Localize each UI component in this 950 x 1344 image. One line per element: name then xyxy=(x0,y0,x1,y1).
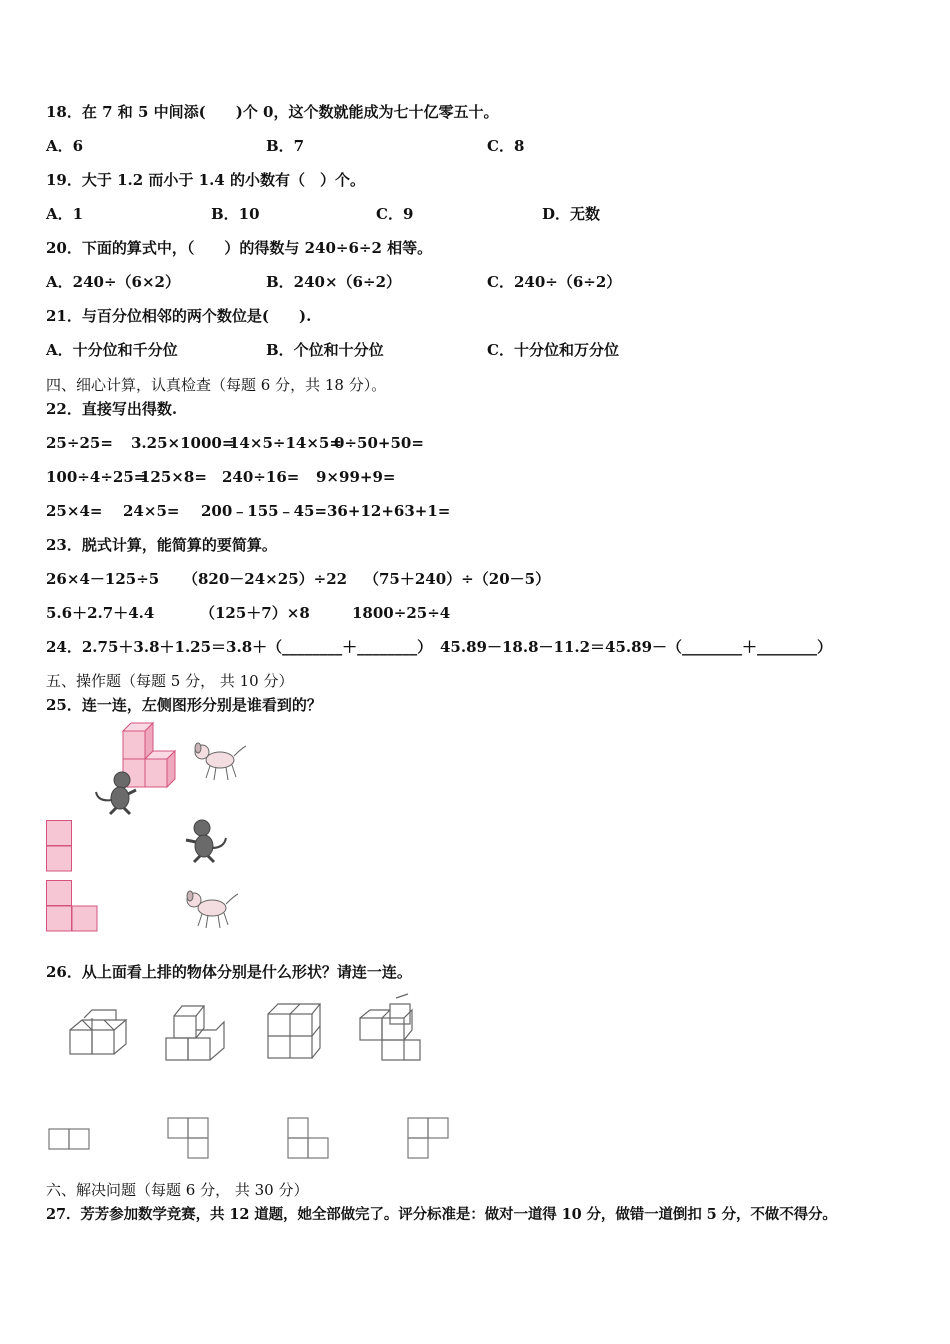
cube-object-3 xyxy=(264,1002,322,1060)
cube-object-4 xyxy=(356,994,424,1062)
side-view-two-squares xyxy=(46,820,73,873)
question-24-part1[interactable]: 24．2.75＋3.8＋1.25＝3.8＋（________＋________） xyxy=(46,638,433,656)
question-25-stem: 25．连一连，左侧图形分别是谁看到的？ xyxy=(46,696,322,714)
question-21-stem: 21．与百分位相邻的两个数位是( ). xyxy=(46,307,312,325)
section-6-heading: 六、解决问题（每题 6 分， 共 30 分） xyxy=(46,1181,309,1199)
top-view-shape-2 xyxy=(167,1117,211,1161)
dog-icon xyxy=(182,886,240,930)
question-18-stem: 18．在 7 和 5 中间添( )个 0，这个数就能成为七十亿零五十。 xyxy=(46,103,499,121)
side-view-l-shape xyxy=(46,880,99,933)
dog-icon xyxy=(190,740,248,782)
q18-option-c[interactable]: C．8 xyxy=(487,137,525,155)
section-5-heading: 五、操作题（每题 5 分， 共 10 分） xyxy=(46,672,294,690)
top-view-shape-3 xyxy=(287,1117,331,1161)
q22-item: 100÷4÷25= xyxy=(46,468,147,486)
top-view-shape-4 xyxy=(407,1117,451,1161)
question-19-stem: 19．大于 1.2 而小于 1.4 的小数有（ ）个。 xyxy=(46,171,365,189)
q22-item: 240÷16= xyxy=(222,468,300,486)
q23-item: （820－24×25）÷22 xyxy=(183,570,348,588)
question-26-stem: 26．从上面看上排的物体分别是什么形状？请连一连。 xyxy=(46,963,412,981)
q19-option-d[interactable]: D．无数 xyxy=(542,205,601,223)
q23-item: 26×4－125÷5 xyxy=(46,570,160,588)
q22-item: 9×99+9= xyxy=(316,468,396,486)
cube-object-1 xyxy=(66,1010,126,1060)
question-22-stem: 22．直接写出得数. xyxy=(46,400,178,418)
q22-item: 25÷25= xyxy=(46,434,113,452)
q20-option-a[interactable]: A．240÷（6×2） xyxy=(46,273,180,291)
q23-item: （75＋240）÷（20－5） xyxy=(364,570,551,588)
question-24-part2[interactable]: 45.89－18.8－11.2＝45.89－（________＋________） xyxy=(440,638,833,656)
q22-item: 24×5= xyxy=(123,502,180,520)
q19-option-c[interactable]: C．9 xyxy=(376,205,414,223)
section-4-heading: 四、细心计算，认真检查（每题 6 分，共 18 分）。 xyxy=(46,376,387,394)
q22-item: 14×5÷14×5= xyxy=(229,434,342,452)
q18-option-a[interactable]: A．6 xyxy=(46,137,84,155)
q20-option-c[interactable]: C．240÷（6÷2） xyxy=(487,273,622,291)
question-27-stem: 27．芳芳参加数学竞赛，共 12 道题，她全部做完了。评分标准是：做对一道得 10 分，做错一道倒扣 5 分，不做不得分。 xyxy=(46,1206,837,1223)
q21-option-a[interactable]: A．十分位和千分位 xyxy=(46,341,178,359)
q21-option-c[interactable]: C．十分位和万分位 xyxy=(487,341,619,359)
q19-option-b[interactable]: B．10 xyxy=(211,205,260,223)
q22-item: 125×8= xyxy=(140,468,207,486)
q20-option-b[interactable]: B．240×（6÷2） xyxy=(266,273,402,291)
q18-option-b[interactable]: B．7 xyxy=(266,137,305,155)
monkey-icon xyxy=(182,818,230,864)
q23-item: 5.6＋2.7＋4.4 xyxy=(46,604,155,622)
q21-option-b[interactable]: B．个位和十分位 xyxy=(266,341,384,359)
question-23-stem: 23．脱式计算，能简算的要简算。 xyxy=(46,536,277,554)
question-20-stem: 20．下面的算式中，（ ）的得数与 240÷6÷2 相等。 xyxy=(46,239,433,257)
q23-item: 1800÷25÷4 xyxy=(352,604,451,622)
q23-item: （125＋7）×8 xyxy=(200,604,310,622)
q22-item: 0÷50+50= xyxy=(334,434,424,452)
q22-item: 36+12+63+1= xyxy=(327,502,451,520)
q22-item: 200﹣155﹣45= xyxy=(201,502,328,520)
top-view-shape-1 xyxy=(48,1128,92,1152)
q19-option-a[interactable]: A．1 xyxy=(46,205,84,223)
cube-object-2 xyxy=(160,1000,224,1062)
monkey-icon xyxy=(92,770,140,816)
q22-item: 25×4= xyxy=(46,502,103,520)
q22-item: 3.25×1000= xyxy=(131,434,235,452)
